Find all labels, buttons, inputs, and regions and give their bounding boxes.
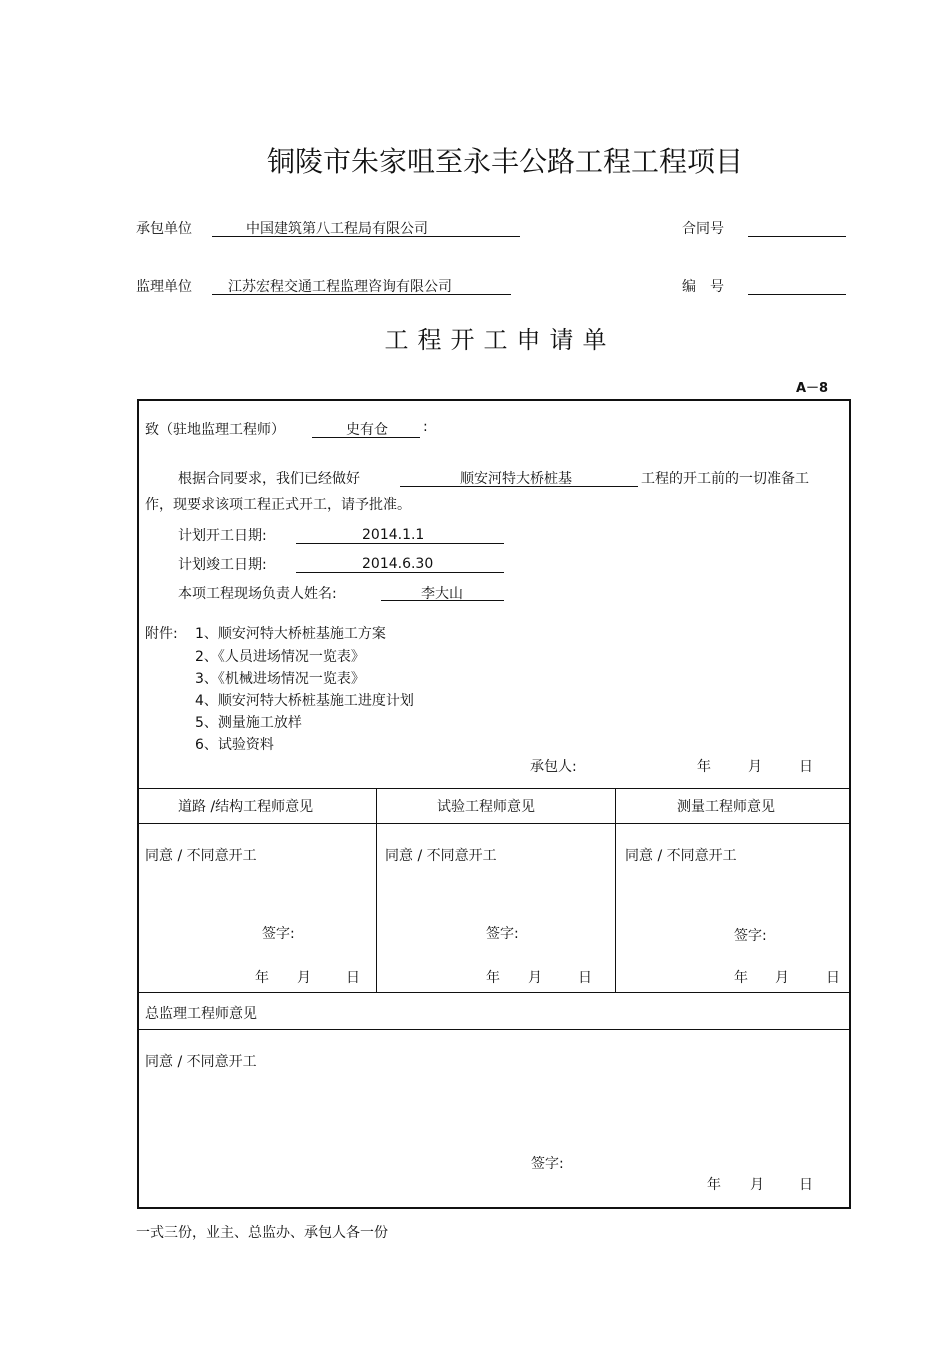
column-divider bbox=[376, 788, 377, 992]
start-date-underline bbox=[296, 543, 504, 544]
date-month: 月 bbox=[297, 970, 311, 986]
contract-no-underline bbox=[748, 236, 846, 237]
date-year: 年 bbox=[697, 759, 711, 775]
date-year: 年 bbox=[486, 970, 500, 986]
end-date-underline bbox=[296, 572, 504, 573]
form-code: A－8 bbox=[796, 381, 829, 396]
review-sign-survey: 签字: bbox=[734, 928, 767, 944]
start-date-value: 2014.1.1 bbox=[362, 527, 425, 543]
attachment-item: 2、《人员进场情况一览表》 bbox=[195, 649, 365, 665]
contractor-value: 中国建筑第八工程局有限公司 bbox=[246, 221, 428, 237]
start-date-label: 计划开工日期: bbox=[178, 528, 267, 544]
contractor-sign-label: 承包人: bbox=[530, 759, 577, 775]
review-header-test: 试验工程师意见 bbox=[437, 799, 535, 815]
date-month: 月 bbox=[528, 970, 542, 986]
supervisor-underline bbox=[212, 294, 511, 295]
chief-sign-label: 签字: bbox=[531, 1156, 564, 1172]
body-suffix: 工程的开工前的一切准备工 bbox=[641, 471, 809, 487]
review-opinion-survey: 同意 / 不同意开工 bbox=[625, 848, 737, 864]
form-title: 工程开工申请单 bbox=[384, 326, 616, 354]
contractor-underline bbox=[212, 236, 520, 237]
date-year: 年 bbox=[734, 970, 748, 986]
chief-title: 总监理工程师意见 bbox=[145, 1006, 257, 1022]
work-name-underline bbox=[400, 486, 638, 487]
body-prefix: 根据合同要求，我们已经做好 bbox=[178, 471, 360, 487]
attachments-label: 附件: bbox=[145, 626, 178, 642]
contract-no-label: 合同号 bbox=[682, 221, 724, 237]
column-divider bbox=[615, 788, 616, 992]
date-month: 月 bbox=[775, 970, 789, 986]
date-day: 日 bbox=[578, 970, 592, 986]
attachment-item: 6、试验资料 bbox=[195, 737, 274, 753]
row-divider bbox=[139, 992, 849, 993]
to-label: 致（驻地监理工程师） bbox=[145, 422, 285, 438]
serial-no-label: 编 号 bbox=[682, 279, 724, 295]
project-title: 铜陵市朱家咀至永丰公路工程工程项目 bbox=[266, 145, 743, 178]
date-day: 日 bbox=[799, 1177, 813, 1193]
date-month: 月 bbox=[748, 759, 762, 775]
serial-no-underline bbox=[748, 294, 846, 295]
manager-label: 本项工程现场负责人姓名: bbox=[178, 586, 337, 602]
review-sign-road: 签字: bbox=[262, 926, 295, 942]
attachment-item: 1、顺安河特大桥桩基施工方案 bbox=[195, 626, 386, 642]
manager-underline bbox=[381, 600, 504, 601]
date-year: 年 bbox=[707, 1177, 721, 1193]
contractor-label: 承包单位 bbox=[136, 221, 192, 237]
manager-value: 李大山 bbox=[421, 586, 463, 602]
date-month: 月 bbox=[750, 1177, 764, 1193]
date-day: 日 bbox=[826, 970, 840, 986]
supervisor-value: 江苏宏程交通工程监理咨询有限公司 bbox=[228, 279, 452, 295]
to-value: 史有仓 bbox=[346, 422, 388, 438]
row-divider bbox=[139, 788, 849, 789]
date-year: 年 bbox=[255, 970, 269, 986]
body-line2: 作，现要求该项工程正式开工，请予批准。 bbox=[145, 497, 411, 513]
end-date-value: 2014.6.30 bbox=[362, 556, 434, 572]
attachment-item: 5、测量施工放样 bbox=[195, 715, 302, 731]
supervisor-label: 监理单位 bbox=[136, 279, 192, 295]
row-divider bbox=[139, 1029, 849, 1030]
row-divider bbox=[139, 823, 849, 824]
attachment-item: 4、顺安河特大桥桩基施工进度计划 bbox=[195, 693, 414, 709]
to-colon: : bbox=[423, 419, 428, 435]
review-sign-test: 签字: bbox=[486, 926, 519, 942]
attachment-item: 3、《机械进场情况一览表》 bbox=[195, 671, 365, 687]
work-name: 顺安河特大桥桩基 bbox=[460, 471, 572, 487]
footer-note: 一式三份，业主、总监办、承包人各一份 bbox=[136, 1225, 388, 1241]
review-header-road: 道路 /结构工程师意见 bbox=[178, 799, 314, 815]
chief-opinion: 同意 / 不同意开工 bbox=[145, 1054, 257, 1070]
date-day: 日 bbox=[346, 970, 360, 986]
review-opinion-road: 同意 / 不同意开工 bbox=[145, 848, 257, 864]
date-day: 日 bbox=[799, 759, 813, 775]
end-date-label: 计划竣工日期: bbox=[178, 557, 267, 573]
to-underline bbox=[312, 437, 420, 438]
review-opinion-test: 同意 / 不同意开工 bbox=[385, 848, 497, 864]
review-header-survey: 测量工程师意见 bbox=[677, 799, 775, 815]
